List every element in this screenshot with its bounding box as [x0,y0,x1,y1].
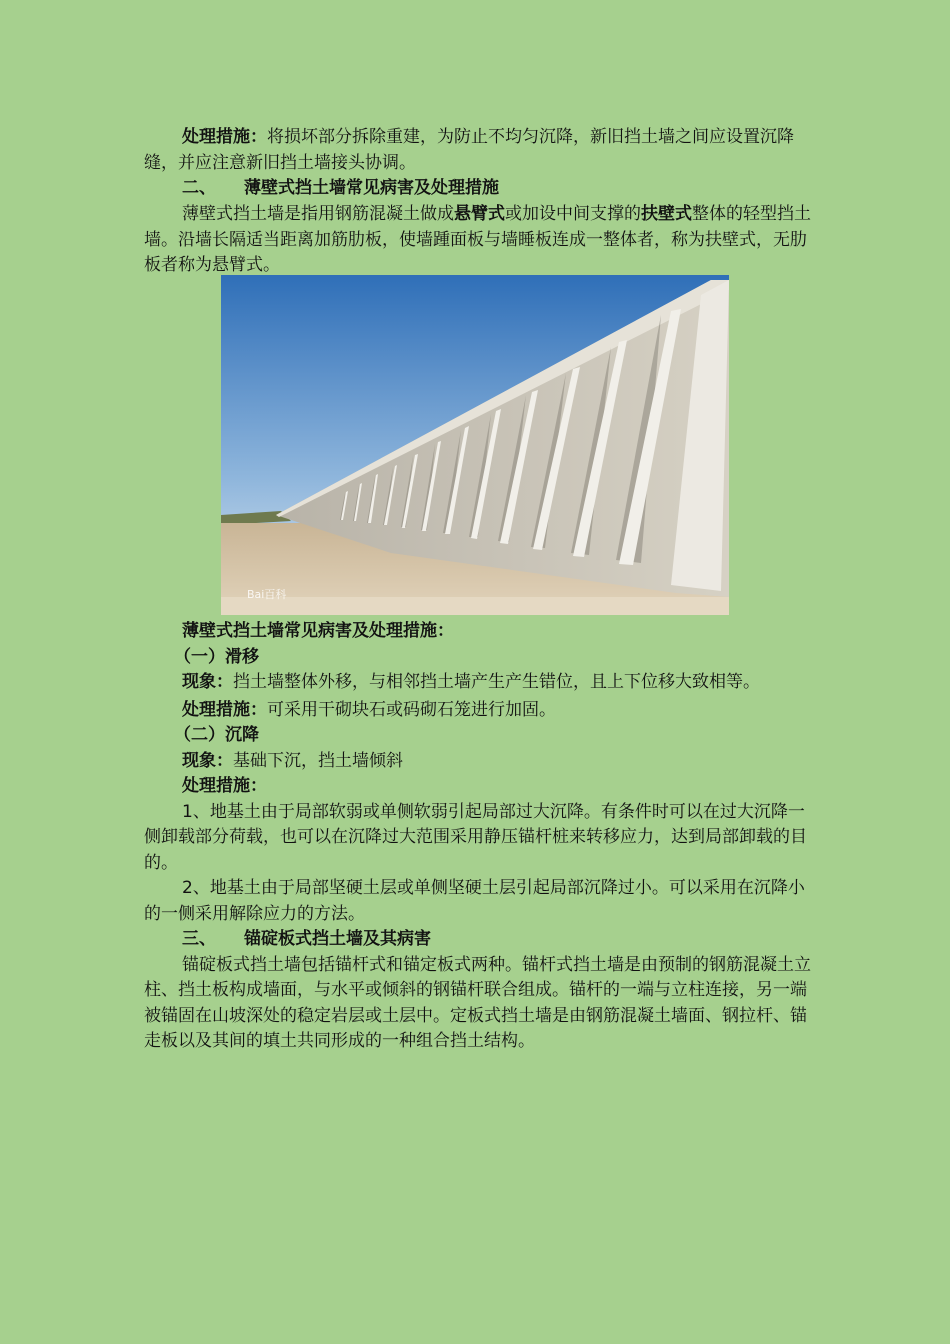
section-2-heading [144,176,812,202]
settlement-phen-label: 现象： [182,750,233,771]
settlement-phenomenon [144,749,812,775]
photo-watermark: Bai百科 [247,588,287,601]
settlement-treat-label: 处理措施： [182,776,267,796]
intro-text-1: 薄壁式挡土墙是指用钢筋混凝土做成 [182,204,454,224]
settlement-title: （二）沉降 [174,725,259,745]
repair-label: 处理措施： [182,127,267,147]
intro-text-2: 或加设中间支撑的 [505,204,641,224]
section-2-intro [144,202,812,279]
sliding-phen-label: 现象： [182,672,233,692]
repair-text: 将损坏部分拆除重建，为防止不均匀沉降，新旧挡土墙之间应设置沉降缝，并应注意新旧挡土墙接头协调。 [144,127,794,173]
sliding-phen-text: 挡土墙整体外移，与相邻挡土墙产生产生错位，且上下位移大致相等。 [233,672,760,692]
diseases-section [144,619,812,1055]
settlement-phen-text: 基础下沉，挡土墙倾斜 [233,750,403,771]
sliding-treat-text: 可采用干砌块石或码砌石笼进行加固。 [267,699,556,720]
retaining-wall-photo [221,275,729,615]
diseases-title: 薄壁式挡土墙常见病害及处理措施： [182,621,454,641]
sliding-treatment [144,698,812,724]
section-2-number: 二、 [182,178,216,198]
photo-block [144,275,812,615]
intro-text-3: 整体的轻型挡土墙。沿墙长隔适当距离加筋肋板，使墙踵面板与墙睡板连成一整体者，称为扶壁式，无肋板者称为悬臂式。 [144,204,811,275]
settlement-item-2: 2、地基土由于局部坚硬土层或单侧坚硬土层引起局部沉降过小。可以采用在沉降小的一侧采用解除应力的方法。 [144,878,805,924]
sliding-treat-label: 处理措施： [182,699,267,720]
block-repair-measures [144,125,812,176]
section-3-paragraph: 锚碇板式挡土墙包括锚杆式和锚定板式两种。锚杆式挡土墙是由预制的钢筋混凝土立柱、挡土板构成墙面，与水平或倾斜的钢锚杆联合组成。锚杆的一端与立柱连接，另一端被锚固在山坡深处的稳定岩层或土层中。定板式挡土墙是由钢筋混凝土墙面、钢拉杆、锚走板以及其间的填土共同形成的一种组合挡土结构。 [144,954,811,1051]
section-3-title: 锚碇板式挡土墙及其病害 [244,929,431,949]
intro-bold-2: 扶壁式 [641,204,692,224]
section-2-title: 薄壁式挡土墙常见病害及处理措施 [244,178,499,198]
intro-bold-1: 悬臂式 [454,204,505,224]
section-3-heading [144,927,812,953]
settlement-item-1: 1、地基土由于局部软弱或单侧软弱引起局部过大沉降。有条件时可以在过大沉降一侧卸载部分荷载，也可以在沉降过大范围采用静压锚杆桩来转移应力，达到局部卸载的目的。 [144,801,807,873]
intro-paragraph [144,202,812,279]
section-3-number: 三、 [182,929,216,949]
repair-paragraph [144,125,812,176]
sliding-phenomenon [144,670,812,696]
sliding-title: （一）滑移 [174,646,259,667]
